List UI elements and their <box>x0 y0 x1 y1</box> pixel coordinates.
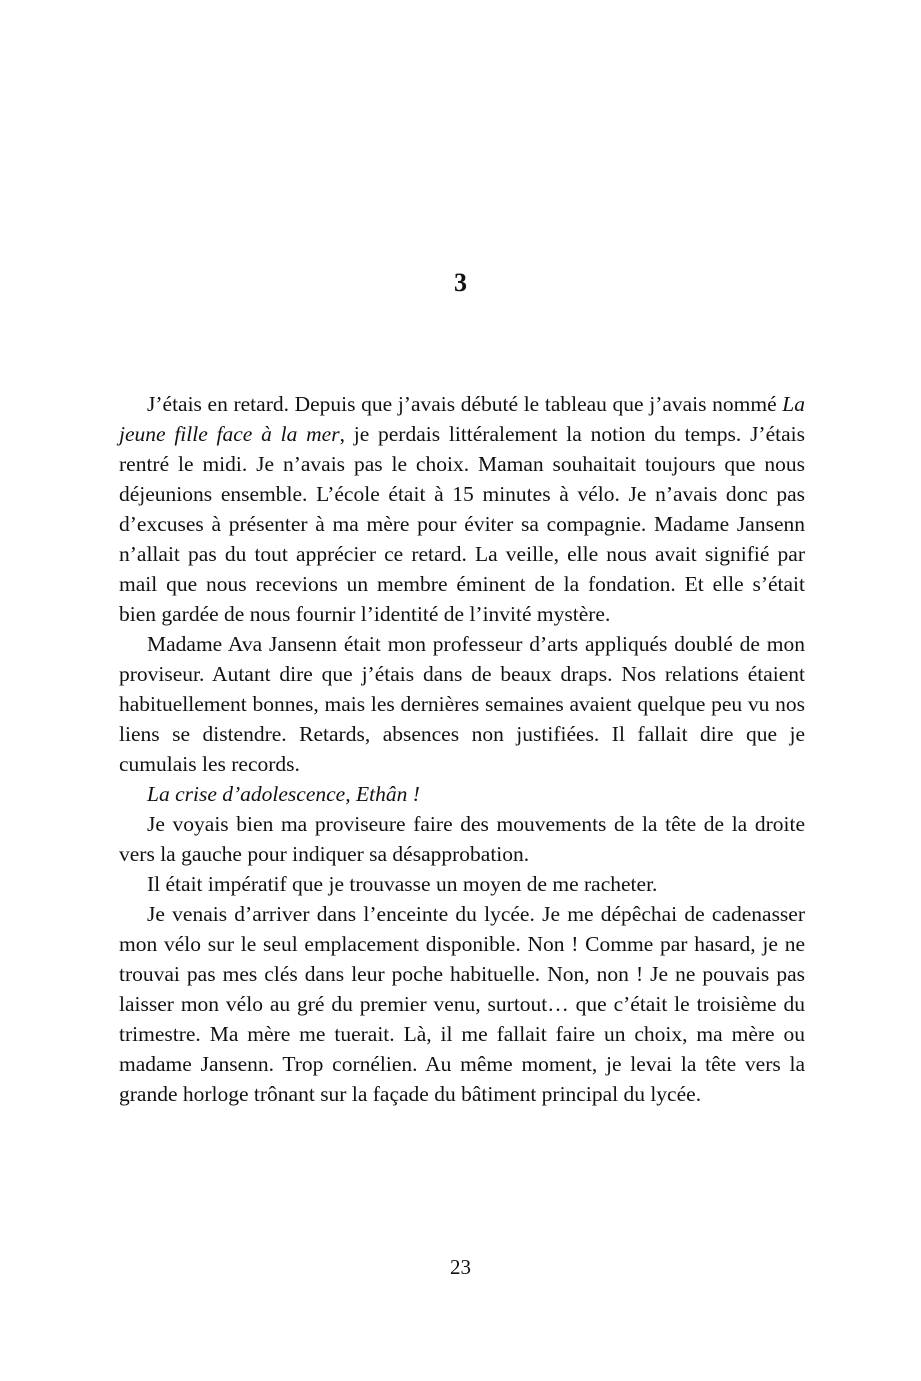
paragraph <box>119 629 805 779</box>
paragraph <box>119 389 805 629</box>
paragraph <box>119 809 805 869</box>
chapter-body <box>119 389 805 1109</box>
paragraph <box>119 869 805 899</box>
paragraph <box>119 779 805 809</box>
artwork-title: La jeune fille face à la mer <box>119 392 805 446</box>
text-segment: Madame Ava Jansenn était mon professeur d’arts appliqués doublé de mon proviseur. Autant dire que j’étais dans de beaux draps. Nos relations étaient habituellement bonnes, mais les dernières semaines avaient quelque peu vu nos liens se distendre. Retards, absences non justifiées. Il fallait dire que je cumulais les records. <box>119 632 805 776</box>
text-segment: , je perdais littéralement la notion du temps. J’étais rentré le midi. Je n’avais pas le choix. Maman souhaitait toujours que nous déjeunions ensemble. L’école était à 15 minutes à vélo. Je n’avais donc pas d’excuses à présenter à ma mère pour éviter sa compagnie. Madame Jansenn n’allait pas du tout apprécier ce retard. La veille, elle nous avait signifié par mail que nous recevions un membre éminent de la fondation. Et elle s’était bien gardée de nous fournir l’identité de l’invité mystère. <box>119 422 805 626</box>
text-segment: Je voyais bien ma proviseure faire des mouvements de la tête de la droite vers la gauche pour indiquer sa désapprobation. <box>119 812 805 866</box>
page-number: 23 <box>450 1255 471 1279</box>
text-segment: Il était impératif que je trouvasse un moyen de me racheter. <box>147 872 658 896</box>
text-segment: Je venais d’arriver dans l’enceinte du lycée. Je me dépêchai de cadenasser mon vélo sur le seul emplacement disponible. Non ! Comme par hasard, je ne trouvai pas mes clés dans leur poche habituelle. Non, non ! Je ne pouvais pas laisser mon vélo au gré du premier venu, surtout… que c’était le troisième du trimestre. Ma mère me tuerait. Là, il me fallait faire un choix, ma mère ou madame Jansenn. Trop cornélien. Au même moment, je levai la tête vers la grande horloge trônant sur la façade du bâtiment principal du lycée. <box>119 902 805 1106</box>
text-segment: J’étais en retard. Depuis que j’avais débuté le tableau que j’avais nommé <box>147 392 783 416</box>
chapter-number: 3 <box>454 268 467 297</box>
inner-thought: La crise d’adolescence, Ethân ! <box>147 782 420 806</box>
paragraph <box>119 899 805 1109</box>
